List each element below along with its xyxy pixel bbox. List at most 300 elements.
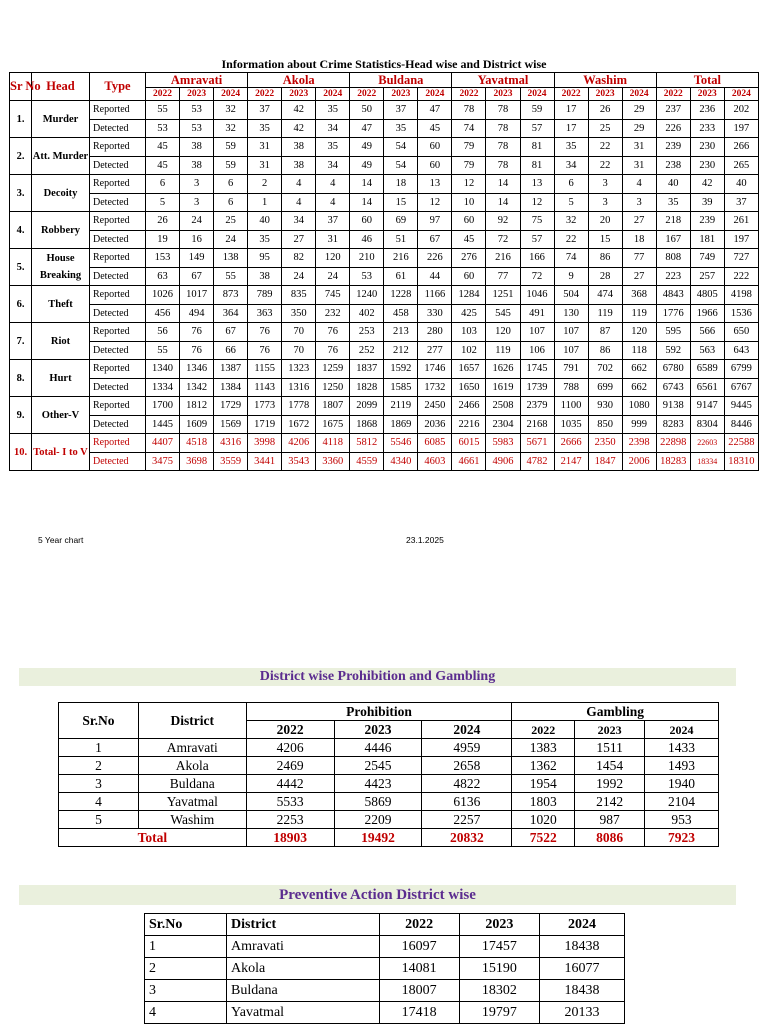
crime-value: 6 [214,193,248,212]
crime-value: 202 [724,101,758,120]
crime-value: 78 [486,138,520,157]
crime-value: 595 [656,323,690,342]
crime-value: 873 [214,286,248,305]
crime-value: 9147 [690,397,724,416]
crime-value: 31 [622,138,656,157]
crime-value: 727 [724,249,758,268]
type-label: Detected [90,193,146,212]
crime-value: 1384 [214,378,248,397]
crime-value: 61 [384,267,418,286]
crime-value: 27 [282,230,316,249]
crime-value: 5983 [486,434,520,453]
crime-head: Att. Murder [32,138,90,175]
crime-value: 2450 [418,397,452,416]
crime-value: 213 [384,323,418,342]
crime-value: 4906 [486,452,520,471]
crime-value: 166 [520,249,554,268]
crime-value: 850 [588,415,622,434]
gambling-value: 953 [645,811,719,829]
crime-value: 1166 [418,286,452,305]
prohibition-value: 6136 [422,793,512,811]
prohibition-total-row [59,829,719,847]
crime-value: 119 [622,304,656,323]
crime-value: 1672 [282,415,316,434]
prohibition-value: 2209 [334,811,422,829]
crime-value: 15 [384,193,418,212]
crime-value: 118 [622,341,656,360]
crime-value: 119 [588,304,622,323]
prohibition-title: District wise Prohibition and Gambling [19,668,736,686]
crime-value: 239 [656,138,690,157]
sr-no: 2. [10,138,32,175]
crime-value: 2350 [588,434,622,453]
crime-head: Total- I to V [32,434,90,471]
sr-no: 4. [10,212,32,249]
crime-value: 1869 [384,415,418,434]
crime-value: 72 [520,267,554,286]
crime-value: 60 [452,212,486,231]
year-header: 2022 [350,88,384,101]
crime-value: 1773 [248,397,282,416]
crime-value: 4661 [452,452,486,471]
crime-value: 22 [554,230,588,249]
type-label: Reported [90,212,146,231]
crime-row [10,397,759,416]
crime-value: 216 [486,249,520,268]
type-label: Reported [90,286,146,305]
crime-value: 1807 [316,397,350,416]
preventive-value: 14081 [379,958,459,980]
type-label: Reported [90,323,146,342]
crime-value: 218 [656,212,690,231]
crime-value: 14 [350,193,384,212]
gambling-value: 1493 [645,757,719,775]
sr-no-header: Sr.No [59,703,139,739]
crime-value: 119 [486,341,520,360]
crime-value: 1240 [350,286,384,305]
crime-value: 1346 [180,360,214,379]
sr-no: 5 [59,811,139,829]
crime-value: 78 [486,156,520,175]
crime-value: 4198 [724,286,758,305]
crime-value: 1700 [146,397,180,416]
crime-value: 3 [588,175,622,194]
sr-no: 2 [59,757,139,775]
crime-value: 3698 [180,452,214,471]
year-header: 2024 [539,914,624,936]
year-header: 2024 [418,88,452,101]
prohibition-row [59,739,719,757]
crime-value: 67 [180,267,214,286]
crime-value: 32 [214,119,248,138]
preventive-row [145,936,625,958]
gambling-value: 1511 [575,739,645,757]
gambling-value: 2142 [575,793,645,811]
crime-value: 107 [554,341,588,360]
year-header: 2024 [622,88,656,101]
type-label: Detected [90,341,146,360]
crime-value: 1847 [588,452,622,471]
prohibition-row [59,775,719,793]
crime-value: 60 [350,212,384,231]
year-header: 2022 [656,88,690,101]
crime-value: 78 [486,119,520,138]
type-label: Detected [90,267,146,286]
crime-value: 789 [248,286,282,305]
type-label: Detected [90,378,146,397]
crime-head: Robbery [32,212,90,249]
crime-value: 9 [554,267,588,286]
crime-value: 236 [690,101,724,120]
crime-value: 276 [452,249,486,268]
prohibition-header: Prohibition [246,703,512,721]
crime-value: 2304 [486,415,520,434]
crime-value: 216 [384,249,418,268]
crime-value: 999 [622,415,656,434]
crime-value: 74 [554,249,588,268]
crime-value: 66 [214,341,248,360]
crime-value: 17 [554,101,588,120]
crime-value: 44 [418,267,452,286]
crime-value: 37 [316,212,350,231]
gambling-value: 1992 [575,775,645,793]
crime-value: 28 [588,267,622,286]
prohibition-value: 5869 [334,793,422,811]
crime-value: 20 [588,212,622,231]
crime-value: 1026 [146,286,180,305]
crime-value: 82 [282,249,316,268]
crime-value: 230 [690,138,724,157]
crime-value: 2147 [554,452,588,471]
crime-value: 5546 [384,434,418,453]
crime-value: 662 [622,360,656,379]
prohibition-row [59,811,719,829]
crime-value: 42 [282,119,316,138]
crime-value: 363 [248,304,282,323]
crime-value: 75 [520,212,554,231]
crime-value: 230 [690,156,724,175]
prohibition-total: 20832 [422,829,512,847]
crime-value: 39 [690,193,724,212]
preventive-value: 19797 [459,1002,539,1024]
crime-value: 3 [180,193,214,212]
crime-value: 37 [384,101,418,120]
crime-value: 197 [724,230,758,249]
crime-value: 120 [316,249,350,268]
crime-value: 2398 [622,434,656,453]
district-name: Akola [227,958,380,980]
type-label: Reported [90,138,146,157]
crime-value: 4 [316,175,350,194]
crime-value: 2 [248,175,282,194]
crime-value: 1778 [282,397,316,416]
crime-row [10,138,759,157]
year-header: 2024 [316,88,350,101]
prohibition-value: 4206 [246,739,334,757]
sr-no-header: Sr No [10,73,32,101]
district-name: Buldana [227,980,380,1002]
crime-value: 70 [282,323,316,342]
district-name: Amravati [138,739,246,757]
crime-value: 749 [690,249,724,268]
crime-value: 38 [180,138,214,157]
crime-value: 222 [724,267,758,286]
crime-value: 12 [520,193,554,212]
type-label: Reported [90,249,146,268]
crime-value: 6561 [690,378,724,397]
year-header: 2023 [459,914,539,936]
crime-value: 1966 [690,304,724,323]
crime-value: 504 [554,286,588,305]
crime-value: 563 [690,341,724,360]
crime-value: 42 [282,101,316,120]
crime-value: 35 [656,193,690,212]
crime-value: 5 [146,193,180,212]
crime-value: 350 [282,304,316,323]
gambling-total: 7522 [512,829,575,847]
crime-value: 60 [418,138,452,157]
gambling-value: 1362 [512,757,575,775]
district-name: Yavatmal [138,793,246,811]
crime-value: 35 [316,101,350,120]
prohibition-year: 2023 [334,721,422,739]
crime-value: 238 [656,156,690,175]
crime-row [10,360,759,379]
type-label: Reported [90,360,146,379]
crime-value: 55 [146,341,180,360]
crime-value: 212 [384,341,418,360]
gambling-total: 8086 [575,829,645,847]
gambling-value: 1940 [645,775,719,793]
preventive-row [145,980,625,1002]
prohibition-value: 2658 [422,757,512,775]
crime-value: 1626 [486,360,520,379]
crime-value: 1812 [180,397,214,416]
crime-value: 4805 [690,286,724,305]
district-name: Akola [138,757,246,775]
crime-value: 60 [452,267,486,286]
crime-value: 257 [690,267,724,286]
crime-value: 45 [418,119,452,138]
crime-value: 15 [588,230,622,249]
preventive-value: 20133 [539,1002,624,1024]
crime-value: 6 [146,175,180,194]
crime-row [10,212,759,231]
crime-value: 37 [724,193,758,212]
type-label: Detected [90,415,146,434]
crime-value: 1250 [316,378,350,397]
district-header: Buldana [350,73,452,88]
crime-value: 35 [384,119,418,138]
crime-value: 1719 [248,415,282,434]
crime-value: 650 [724,323,758,342]
crime-value: 1739 [520,378,554,397]
sr-no: 9. [10,397,32,434]
sr-no: 1. [10,101,32,138]
crime-value: 45 [452,230,486,249]
crime-value: 3 [588,193,622,212]
crime-value: 2666 [554,434,588,453]
crime-value: 181 [690,230,724,249]
prohibition-value: 2545 [334,757,422,775]
year-header: 2023 [588,88,622,101]
prohibition-gambling-table [58,702,719,847]
district-header: Total [656,73,758,88]
prohibition-year: 2022 [246,721,334,739]
year-header: 2023 [282,88,316,101]
year-header: 2022 [248,88,282,101]
crime-value: 1017 [180,286,214,305]
year-header: 2023 [384,88,418,101]
crime-value: 4316 [214,434,248,453]
crime-value: 34 [316,156,350,175]
crime-value: 1323 [282,360,316,379]
year-header: 2023 [486,88,520,101]
crime-value: 92 [486,212,520,231]
preventive-value: 18438 [539,936,624,958]
crime-value: 78 [486,101,520,120]
crime-head: House Breaking [32,249,90,286]
crime-value: 54 [384,156,418,175]
crime-table-title: Information about Crime Statistics-Head wise and District wise [221,57,547,71]
crime-value: 13 [520,175,554,194]
type-label: Detected [90,304,146,323]
crime-value: 120 [622,323,656,342]
crime-value: 138 [214,249,248,268]
crime-value: 49 [350,138,384,157]
prohibition-total: 19492 [334,829,422,847]
gambling-value: 2104 [645,793,719,811]
crime-value: 265 [724,156,758,175]
crime-value: 1316 [282,378,316,397]
crime-value: 60 [418,156,452,175]
type-label: Reported [90,434,146,453]
crime-row [10,156,759,175]
crime-value: 26 [588,101,622,120]
crime-value: 76 [180,323,214,342]
crime-value: 31 [622,156,656,175]
district-name: Yavatmal [227,1002,380,1024]
crime-value: 4340 [384,452,418,471]
crime-value: 74 [452,119,486,138]
crime-value: 226 [656,119,690,138]
crime-value: 1776 [656,304,690,323]
crime-value: 1729 [214,397,248,416]
preventive-row [145,958,625,980]
gambling-value: 1433 [645,739,719,757]
crime-head: Theft [32,286,90,323]
crime-head: Other-V [32,397,90,434]
crime-value: 4603 [418,452,452,471]
crime-value: 6780 [656,360,690,379]
crime-row [10,434,759,453]
crime-value: 197 [724,119,758,138]
crime-value: 2216 [452,415,486,434]
crime-value: 4 [282,193,316,212]
crime-value: 19 [146,230,180,249]
crime-value: 16 [180,230,214,249]
crime-value: 29 [622,101,656,120]
crime-value: 253 [350,323,384,342]
crime-value: 9445 [724,397,758,416]
crime-value: 47 [350,119,384,138]
crime-value: 76 [248,341,282,360]
gambling-value: 1383 [512,739,575,757]
crime-value: 67 [418,230,452,249]
crime-row [10,267,759,286]
crime-value: 103 [452,323,486,342]
crime-value: 252 [350,341,384,360]
crime-value: 14 [486,175,520,194]
type-label: Detected [90,119,146,138]
crime-value: 10 [452,193,486,212]
crime-value: 1745 [520,360,554,379]
crime-value: 226 [418,249,452,268]
crime-value: 1259 [316,360,350,379]
type-label: Detected [90,452,146,471]
prohibition-value: 2469 [246,757,334,775]
type-label: Reported [90,175,146,194]
crime-value: 45 [146,138,180,157]
crime-value: 699 [588,378,622,397]
crime-value: 5 [554,193,588,212]
crime-value: 67 [214,323,248,342]
crime-value: 239 [690,212,724,231]
crime-row [10,378,759,397]
crime-head: Riot [32,323,90,360]
crime-value: 38 [282,138,316,157]
crime-value: 474 [588,286,622,305]
crime-value: 266 [724,138,758,157]
prohibition-row [59,793,719,811]
crime-value: 56 [146,323,180,342]
preventive-value: 18007 [379,980,459,1002]
district-header: District [138,703,246,739]
crime-row [10,230,759,249]
crime-value: 18310 [724,452,758,471]
crime-value: 55 [146,101,180,120]
crime-value: 1828 [350,378,384,397]
gambling-total: 7923 [645,829,719,847]
gambling-value: 987 [575,811,645,829]
crime-value: 76 [316,341,350,360]
crime-value: 1 [248,193,282,212]
crime-value: 2099 [350,397,384,416]
crime-value: 6743 [656,378,690,397]
gambling-year: 2023 [575,721,645,739]
crime-value: 86 [588,341,622,360]
crime-row [10,452,759,471]
crime-value: 1100 [554,397,588,416]
sr-no: 3 [145,980,227,1002]
crime-value: 53 [350,267,384,286]
crime-value: 22603 [690,434,724,453]
crime-value: 4 [622,175,656,194]
crime-value: 1340 [146,360,180,379]
crime-value: 364 [214,304,248,323]
crime-value: 34 [554,156,588,175]
crime-value: 78 [452,101,486,120]
crime-value: 167 [656,230,690,249]
preventive-value: 17418 [379,1002,459,1024]
sr-no: 7. [10,323,32,360]
crime-value: 106 [520,341,554,360]
preventive-row [145,1002,625,1024]
prohibition-value: 5533 [246,793,334,811]
crime-head: Hurt [32,360,90,397]
crime-value: 9138 [656,397,690,416]
type-label: Reported [90,101,146,120]
